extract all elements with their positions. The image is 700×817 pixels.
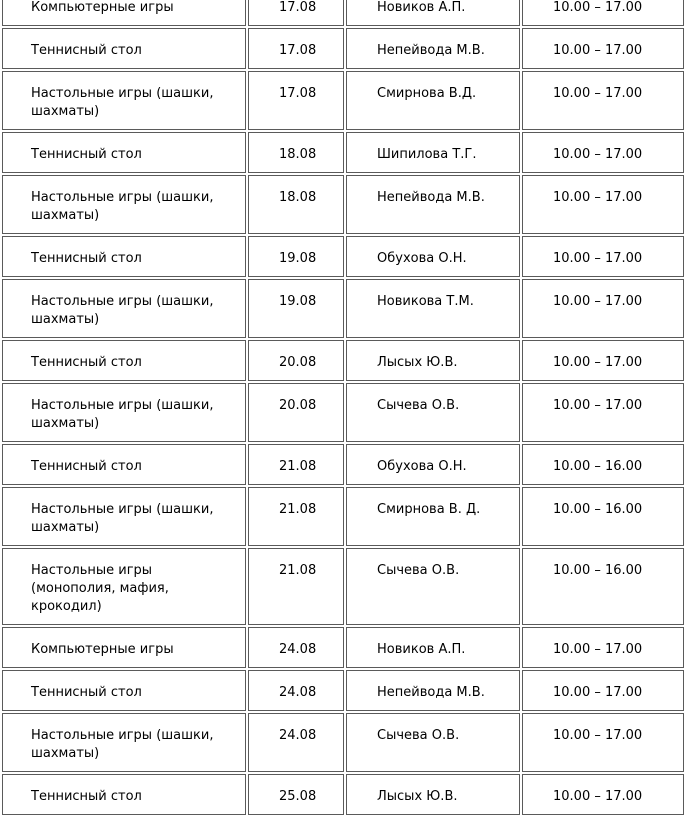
activity-text: Теннисный стол bbox=[31, 355, 142, 370]
person-text: Непейвода М.В. bbox=[377, 190, 485, 205]
date-cell bbox=[248, 383, 344, 442]
date-cell bbox=[248, 774, 344, 815]
date-cell bbox=[248, 340, 344, 381]
date-text: 21.08 bbox=[279, 502, 317, 517]
schedule-body bbox=[2, 0, 684, 815]
person-cell bbox=[346, 340, 520, 381]
activity-text: Настольные игры (шашки, шахматы) bbox=[31, 294, 214, 327]
activity-text: Компьютерные игры bbox=[31, 0, 174, 15]
date-cell bbox=[248, 487, 344, 546]
date-cell bbox=[248, 236, 344, 277]
date-cell bbox=[248, 713, 344, 772]
table-row bbox=[2, 279, 684, 338]
time-cell bbox=[522, 383, 684, 442]
person-cell bbox=[346, 627, 520, 668]
activity-cell bbox=[2, 774, 246, 815]
person-cell bbox=[346, 670, 520, 711]
table-row bbox=[2, 487, 684, 546]
activity-text: Теннисный стол bbox=[31, 43, 142, 58]
person-cell bbox=[346, 175, 520, 234]
person-cell bbox=[346, 774, 520, 815]
time-text: 10.00 – 17.00 bbox=[553, 86, 643, 101]
table-row bbox=[2, 236, 684, 277]
activity-text: Теннисный стол bbox=[31, 251, 142, 266]
time-text: 10.00 – 17.00 bbox=[553, 398, 643, 413]
person-cell bbox=[346, 444, 520, 485]
time-text: 10.00 – 17.00 bbox=[553, 190, 643, 205]
time-cell bbox=[522, 236, 684, 277]
date-text: 18.08 bbox=[279, 190, 317, 205]
activity-cell bbox=[2, 548, 246, 625]
activity-cell bbox=[2, 670, 246, 711]
person-cell bbox=[346, 132, 520, 173]
person-text: Сычева О.В. bbox=[377, 398, 460, 413]
time-text: 10.00 – 17.00 bbox=[553, 685, 643, 700]
date-text: 24.08 bbox=[279, 642, 317, 657]
time-cell bbox=[522, 548, 684, 625]
time-text: 10.00 – 16.00 bbox=[553, 459, 643, 474]
activity-text: Теннисный стол bbox=[31, 459, 142, 474]
date-cell bbox=[248, 627, 344, 668]
activity-cell bbox=[2, 71, 246, 130]
activity-cell bbox=[2, 444, 246, 485]
date-cell bbox=[248, 670, 344, 711]
time-cell bbox=[522, 444, 684, 485]
person-cell bbox=[346, 548, 520, 625]
activity-cell bbox=[2, 0, 246, 26]
person-cell bbox=[346, 71, 520, 130]
time-cell bbox=[522, 175, 684, 234]
date-text: 20.08 bbox=[279, 398, 317, 413]
time-cell bbox=[522, 487, 684, 546]
time-text: 10.00 – 17.00 bbox=[553, 0, 643, 15]
table-row bbox=[2, 0, 684, 26]
person-cell bbox=[346, 713, 520, 772]
table-row bbox=[2, 627, 684, 668]
time-cell bbox=[522, 340, 684, 381]
date-text: 20.08 bbox=[279, 355, 317, 370]
person-cell bbox=[346, 383, 520, 442]
time-text: 10.00 – 16.00 bbox=[553, 502, 643, 517]
activity-cell bbox=[2, 487, 246, 546]
activity-cell bbox=[2, 175, 246, 234]
table-row bbox=[2, 713, 684, 772]
time-cell bbox=[522, 28, 684, 69]
person-text: Лысых Ю.В. bbox=[377, 355, 458, 370]
person-text: Сычева О.В. bbox=[377, 728, 460, 743]
activity-text: Настольные игры (шашки, шахматы) bbox=[31, 86, 214, 119]
activity-text: Теннисный стол bbox=[31, 147, 142, 162]
person-text: Шипилова Т.Г. bbox=[377, 147, 477, 162]
time-text: 10.00 – 17.00 bbox=[553, 642, 643, 657]
time-cell bbox=[522, 279, 684, 338]
date-cell bbox=[248, 0, 344, 26]
activity-text: Настольные игры (монополия, мафия, крокодил) bbox=[31, 563, 169, 614]
time-text: 10.00 – 17.00 bbox=[553, 355, 643, 370]
table-row bbox=[2, 71, 684, 130]
time-text: 10.00 – 17.00 bbox=[553, 147, 643, 162]
person-text: Новиков А.П. bbox=[377, 0, 466, 15]
activity-cell bbox=[2, 236, 246, 277]
time-cell bbox=[522, 774, 684, 815]
date-cell bbox=[248, 444, 344, 485]
table-row bbox=[2, 132, 684, 173]
person-text: Лысых Ю.В. bbox=[377, 789, 458, 804]
person-text: Обухова О.Н. bbox=[377, 459, 467, 474]
person-cell bbox=[346, 279, 520, 338]
time-cell bbox=[522, 0, 684, 26]
date-text: 19.08 bbox=[279, 294, 317, 309]
date-text: 21.08 bbox=[279, 563, 317, 578]
activity-cell bbox=[2, 340, 246, 381]
time-text: 10.00 – 17.00 bbox=[553, 251, 643, 266]
time-cell bbox=[522, 670, 684, 711]
time-cell bbox=[522, 627, 684, 668]
time-text: 10.00 – 17.00 bbox=[553, 294, 643, 309]
time-text: 10.00 – 17.00 bbox=[553, 728, 643, 743]
date-cell bbox=[248, 175, 344, 234]
time-cell bbox=[522, 132, 684, 173]
person-text: Новикова Т.М. bbox=[377, 294, 474, 309]
table-row bbox=[2, 383, 684, 442]
person-cell bbox=[346, 487, 520, 546]
person-text: Непейвода М.В. bbox=[377, 43, 485, 58]
date-cell bbox=[248, 28, 344, 69]
activity-cell bbox=[2, 279, 246, 338]
time-text: 10.00 – 17.00 bbox=[553, 43, 643, 58]
person-cell bbox=[346, 0, 520, 26]
activity-text: Теннисный стол bbox=[31, 685, 142, 700]
table-row bbox=[2, 444, 684, 485]
date-text: 17.08 bbox=[279, 0, 317, 15]
activity-cell bbox=[2, 627, 246, 668]
person-text: Непейвода М.В. bbox=[377, 685, 485, 700]
person-cell bbox=[346, 236, 520, 277]
time-text: 10.00 – 17.00 bbox=[553, 789, 643, 804]
time-text: 10.00 – 16.00 bbox=[553, 563, 643, 578]
activity-cell bbox=[2, 713, 246, 772]
table-row bbox=[2, 774, 684, 815]
date-text: 25.08 bbox=[279, 789, 317, 804]
table-row bbox=[2, 28, 684, 69]
activity-text: Настольные игры (шашки, шахматы) bbox=[31, 502, 214, 535]
date-text: 19.08 bbox=[279, 251, 317, 266]
date-text: 18.08 bbox=[279, 147, 317, 162]
activity-cell bbox=[2, 383, 246, 442]
date-text: 21.08 bbox=[279, 459, 317, 474]
activity-text: Компьютерные игры bbox=[31, 642, 174, 657]
person-cell bbox=[346, 28, 520, 69]
person-text: Смирнова В.Д. bbox=[377, 86, 477, 101]
table-row bbox=[2, 670, 684, 711]
person-text: Обухова О.Н. bbox=[377, 251, 467, 266]
activity-cell bbox=[2, 28, 246, 69]
time-cell bbox=[522, 713, 684, 772]
activity-text: Теннисный стол bbox=[31, 789, 142, 804]
activity-text: Настольные игры (шашки, шахматы) bbox=[31, 728, 214, 761]
date-text: 17.08 bbox=[279, 86, 317, 101]
activity-text: Настольные игры (шашки, шахматы) bbox=[31, 398, 214, 431]
date-text: 24.08 bbox=[279, 728, 317, 743]
table-row bbox=[2, 548, 684, 625]
date-cell bbox=[248, 279, 344, 338]
table-row bbox=[2, 340, 684, 381]
date-cell bbox=[248, 548, 344, 625]
person-text: Сычева О.В. bbox=[377, 563, 460, 578]
time-cell bbox=[522, 71, 684, 130]
table-row bbox=[2, 175, 684, 234]
date-text: 17.08 bbox=[279, 43, 317, 58]
activity-cell bbox=[2, 132, 246, 173]
date-text: 24.08 bbox=[279, 685, 317, 700]
person-text: Смирнова В. Д. bbox=[377, 502, 481, 517]
date-cell bbox=[248, 71, 344, 130]
activity-text: Настольные игры (шашки, шахматы) bbox=[31, 190, 214, 223]
person-text: Новиков А.П. bbox=[377, 642, 466, 657]
date-cell bbox=[248, 132, 344, 173]
